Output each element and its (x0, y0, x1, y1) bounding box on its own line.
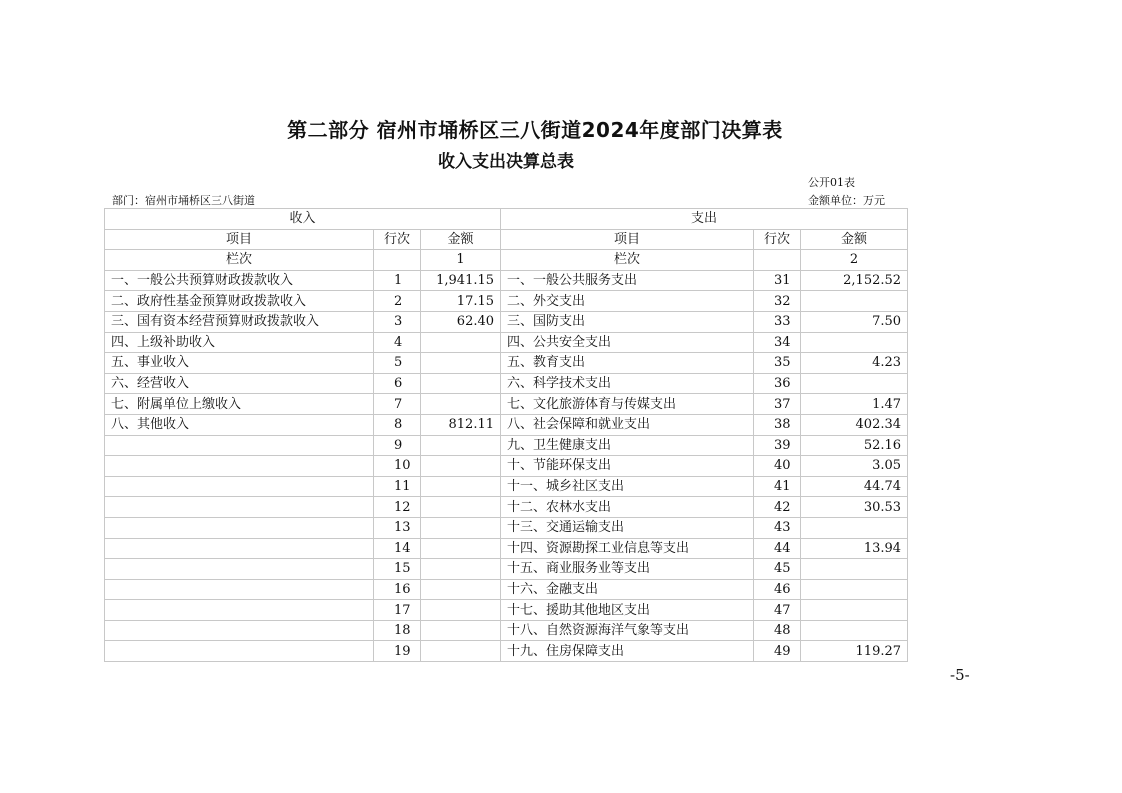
expense-amount-cell: 402.34 (801, 414, 908, 435)
expense-line-cell: 31 (754, 270, 801, 291)
income-column-no-label: 栏次 (105, 250, 374, 271)
form-number: 公开01表 (808, 176, 855, 189)
income-amount-cell (421, 353, 501, 374)
income-line-cell: 16 (374, 579, 421, 600)
header-row-column-numbers (105, 250, 908, 271)
expense-amount-cell: 52.16 (801, 435, 908, 456)
expense-item-cell: 二、外交支出 (501, 291, 754, 312)
income-amount-cell (421, 641, 501, 662)
table-row (105, 641, 908, 662)
income-line-cell: 8 (374, 414, 421, 435)
expense-item-cell: 十六、金融支出 (501, 579, 754, 600)
expense-amount-cell: 119.27 (801, 641, 908, 662)
header-row-sections (105, 209, 908, 230)
income-line-cell: 12 (374, 497, 421, 518)
table-row (105, 538, 908, 559)
table-row (105, 311, 908, 332)
page-title: 第二部分 宿州市埇桥区三八街道2024年度部门决算表 (287, 118, 783, 142)
table-row (105, 373, 908, 394)
expense-line-cell: 41 (754, 476, 801, 497)
income-amount-cell (421, 394, 501, 415)
table-row (105, 456, 908, 477)
expense-amount-cell (801, 579, 908, 600)
income-item-cell (105, 476, 374, 497)
income-line-cell: 2 (374, 291, 421, 312)
expense-item-cell: 七、文化旅游体育与传媒支出 (501, 394, 754, 415)
expense-line-cell: 49 (754, 641, 801, 662)
table-row (105, 270, 908, 291)
income-item-cell (105, 579, 374, 600)
income-amount-cell: 17.15 (421, 291, 501, 312)
income-amount-cell (421, 517, 501, 538)
expense-item-cell: 四、公共安全支出 (501, 332, 754, 353)
expense-line-cell: 45 (754, 559, 801, 580)
income-amount-cell: 62.40 (421, 311, 501, 332)
income-line-cell: 19 (374, 641, 421, 662)
table-row (105, 435, 908, 456)
expense-line-header: 行次 (754, 229, 801, 250)
income-item-cell: 六、经营收入 (105, 373, 374, 394)
income-line-cell: 3 (374, 311, 421, 332)
expense-amount-cell (801, 332, 908, 353)
income-line-cell: 5 (374, 353, 421, 374)
expense-line-cell: 40 (754, 456, 801, 477)
income-line-cell: 6 (374, 373, 421, 394)
expense-line-cell: 48 (754, 620, 801, 641)
table-row (105, 353, 908, 374)
income-item-cell (105, 538, 374, 559)
income-item-cell (105, 559, 374, 580)
income-line-cell: 1 (374, 270, 421, 291)
table-row (105, 476, 908, 497)
expense-item-header: 项目 (501, 229, 754, 250)
income-line-cell: 10 (374, 456, 421, 477)
expense-item-cell: 十五、商业服务业等支出 (501, 559, 754, 580)
income-amount-cell (421, 559, 501, 580)
expense-item-cell: 十八、自然资源海洋气象等支出 (501, 620, 754, 641)
expense-amount-cell (801, 291, 908, 312)
income-line-cell: 15 (374, 559, 421, 580)
expense-item-cell: 十一、城乡社区支出 (501, 476, 754, 497)
table-subtitle: 收入支出决算总表 (438, 152, 574, 172)
expense-line-cell: 33 (754, 311, 801, 332)
expense-line-cell: 44 (754, 538, 801, 559)
expense-amount-cell: 1.47 (801, 394, 908, 415)
table-row (105, 517, 908, 538)
expense-amount-cell: 7.50 (801, 311, 908, 332)
income-amount-cell (421, 332, 501, 353)
page-number: -5- (950, 666, 970, 684)
expense-amount-header: 金额 (801, 229, 908, 250)
expense-section-header: 支出 (501, 209, 908, 230)
table-row (105, 579, 908, 600)
expense-item-cell: 十三、交通运输支出 (501, 517, 754, 538)
amount-unit-label: 金额单位：万元 (808, 194, 885, 207)
table-row (105, 291, 908, 312)
expense-amount-cell (801, 559, 908, 580)
income-item-cell (105, 456, 374, 477)
table-row (105, 600, 908, 621)
income-item-cell: 二、政府性基金预算财政拨款收入 (105, 291, 374, 312)
expense-item-cell: 三、国防支出 (501, 311, 754, 332)
expense-item-cell: 十九、住房保障支出 (501, 641, 754, 662)
income-line-cell: 17 (374, 600, 421, 621)
expense-item-cell: 五、教育支出 (501, 353, 754, 374)
income-item-cell (105, 435, 374, 456)
income-item-cell (105, 620, 374, 641)
income-item-cell (105, 517, 374, 538)
table-row (105, 414, 908, 435)
header-row-columns (105, 229, 908, 250)
income-amount-cell (421, 538, 501, 559)
income-column-no: 1 (421, 250, 501, 271)
expense-item-cell: 十、节能环保支出 (501, 456, 754, 477)
expense-line-cell: 32 (754, 291, 801, 312)
expense-line-cell: 46 (754, 579, 801, 600)
income-amount-cell (421, 497, 501, 518)
expense-column-no-label: 栏次 (501, 250, 754, 271)
expense-amount-cell (801, 517, 908, 538)
expense-item-cell: 十四、资源勘探工业信息等支出 (501, 538, 754, 559)
expense-item-cell: 十七、援助其他地区支出 (501, 600, 754, 621)
income-amount-cell (421, 579, 501, 600)
income-amount-cell (421, 476, 501, 497)
income-item-header: 项目 (105, 229, 374, 250)
income-expense-table (104, 208, 908, 662)
income-line-cell: 9 (374, 435, 421, 456)
expense-item-cell: 九、卫生健康支出 (501, 435, 754, 456)
expense-line-cell: 43 (754, 517, 801, 538)
income-line-cell: 4 (374, 332, 421, 353)
expense-item-cell: 六、科学技术支出 (501, 373, 754, 394)
table-row (105, 559, 908, 580)
expense-item-cell: 十二、农林水支出 (501, 497, 754, 518)
income-amount-cell (421, 620, 501, 641)
expense-item-cell: 八、社会保障和就业支出 (501, 414, 754, 435)
expense-line-cell: 35 (754, 353, 801, 374)
table-row (105, 497, 908, 518)
expense-amount-cell: 3.05 (801, 456, 908, 477)
table-row (105, 620, 908, 641)
table-row (105, 332, 908, 353)
empty-cell (754, 250, 801, 271)
expense-line-cell: 42 (754, 497, 801, 518)
income-line-cell: 18 (374, 620, 421, 641)
income-line-cell: 11 (374, 476, 421, 497)
income-item-cell: 一、一般公共预算财政拨款收入 (105, 270, 374, 291)
expense-column-no: 2 (801, 250, 908, 271)
income-line-cell: 13 (374, 517, 421, 538)
expense-line-cell: 47 (754, 600, 801, 621)
income-line-cell: 14 (374, 538, 421, 559)
expense-line-cell: 38 (754, 414, 801, 435)
income-amount-cell (421, 456, 501, 477)
income-item-cell: 四、上级补助收入 (105, 332, 374, 353)
empty-cell (374, 250, 421, 271)
income-amount-cell (421, 600, 501, 621)
income-line-cell: 7 (374, 394, 421, 415)
income-item-cell: 三、国有资本经营预算财政拨款收入 (105, 311, 374, 332)
expense-amount-cell: 13.94 (801, 538, 908, 559)
income-item-cell: 八、其他收入 (105, 414, 374, 435)
income-amount-cell: 1,941.15 (421, 270, 501, 291)
department-label: 部门：宿州市埇桥区三八街道 (112, 194, 255, 207)
income-line-header: 行次 (374, 229, 421, 250)
income-item-cell (105, 600, 374, 621)
income-item-cell: 七、附属单位上缴收入 (105, 394, 374, 415)
expense-amount-cell (801, 620, 908, 641)
income-item-cell: 五、事业收入 (105, 353, 374, 374)
expense-amount-cell: 30.53 (801, 497, 908, 518)
expense-item-cell: 一、一般公共服务支出 (501, 270, 754, 291)
income-item-cell (105, 641, 374, 662)
expense-line-cell: 36 (754, 373, 801, 394)
expense-line-cell: 34 (754, 332, 801, 353)
expense-amount-cell (801, 373, 908, 394)
table-row (105, 394, 908, 415)
income-amount-header: 金额 (421, 229, 501, 250)
expense-line-cell: 37 (754, 394, 801, 415)
expense-amount-cell: 4.23 (801, 353, 908, 374)
income-amount-cell (421, 435, 501, 456)
expense-amount-cell (801, 600, 908, 621)
income-item-cell (105, 497, 374, 518)
income-section-header: 收入 (105, 209, 501, 230)
expense-line-cell: 39 (754, 435, 801, 456)
expense-amount-cell: 44.74 (801, 476, 908, 497)
income-amount-cell: 812.11 (421, 414, 501, 435)
income-amount-cell (421, 373, 501, 394)
expense-amount-cell: 2,152.52 (801, 270, 908, 291)
